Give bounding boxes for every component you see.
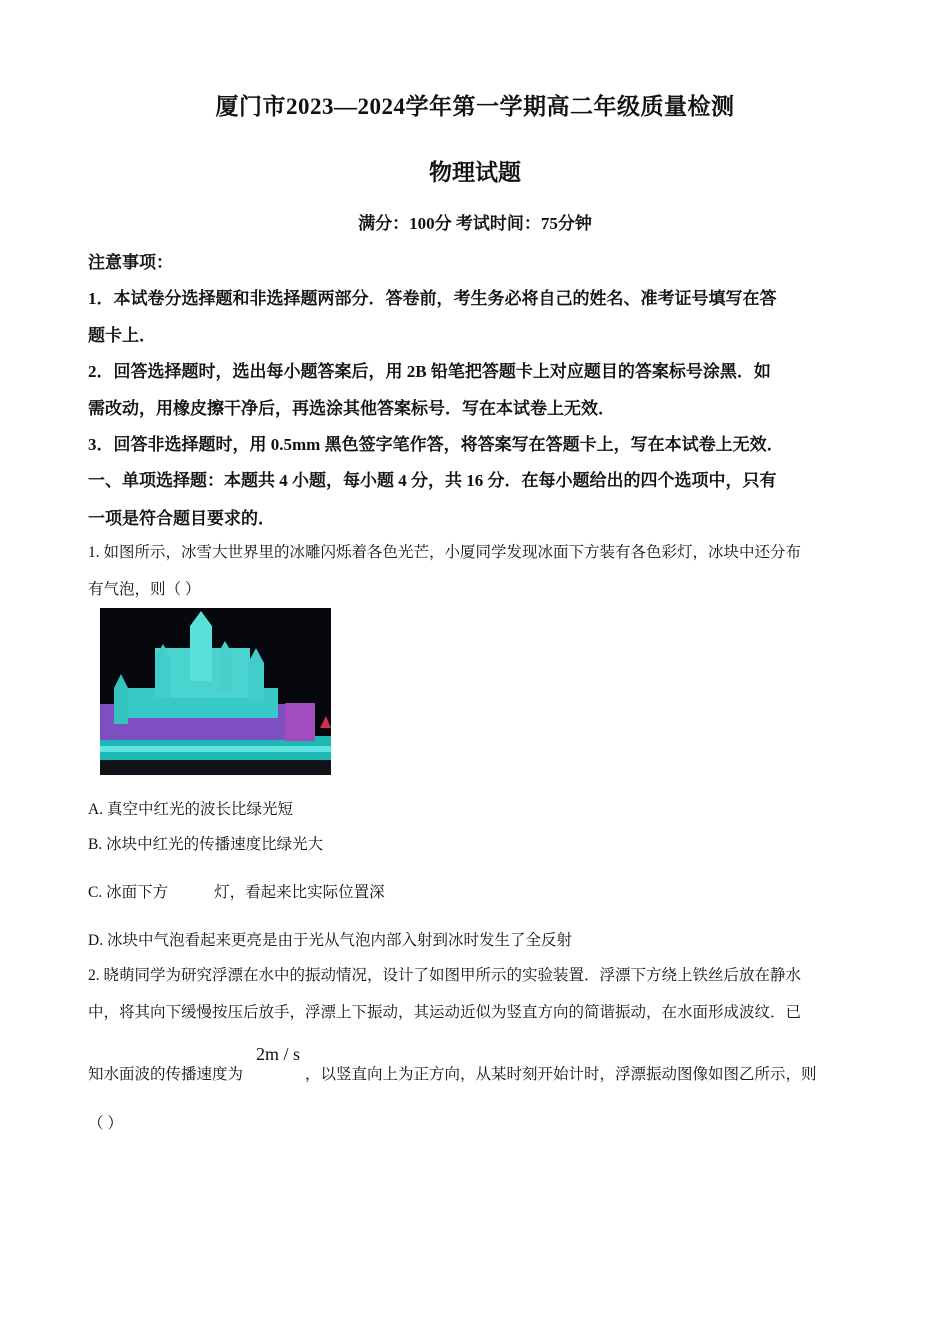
q1-option-c-right: 灯，看起来比实际位置深 [214, 884, 385, 901]
q1-option-d: D. 冰块中气泡看起来更亮是由于光从气泡内部入射到冰时发生了全反射 [88, 932, 572, 949]
q1-option-a: A. 真空中红光的波长比绿光短 [88, 801, 293, 818]
q1-stem-line-2: 有气泡，则（ ） [88, 581, 201, 598]
note-2-line-2: 需改动，用橡皮擦干净后，再选涂其他答案标号．写在本试卷上无效． [88, 399, 615, 418]
notes-heading: 注意事项： [88, 253, 173, 272]
q2-stem-line-3-right: ，以竖直向上为正方向，从某时刻开始计时，浮漂振动图像如图乙所示，则 [305, 1066, 817, 1083]
exam-meta: 满分：100分 考试时间：75分钟 [358, 214, 592, 233]
note-1-line-1: 1．本试卷分选择题和非选择题两部分．答卷前，考生务必将自己的姓名、准考证号填写在答 [88, 289, 777, 308]
exam-title: 厦门市2023—2024学年第一学期高二年级质量检测 [215, 94, 735, 119]
section-1-line-1: 一、单项选择题：本题共 4 小题，每小题 4 分，共 16 分．在每小题给出的四个选项中，只有 [88, 471, 777, 490]
q2-stem-line-2: 中，将其向下缓慢按压后放手，浮漂上下振动，其运动近似为竖直方向的简谐振动，在水面形成波纹．已 [88, 1004, 802, 1021]
q1-option-b: B. 冰块中红光的传播速度比绿光大 [88, 836, 324, 853]
wave-speed-formula: 2m / s [256, 1044, 301, 1064]
ice-castle-photo [100, 608, 331, 775]
section-1-line-2: 一项是符合题目要求的． [88, 509, 275, 528]
note-2-line-1: 2．回答选择题时，选出每小题答案后，用 2B 铅笔把答题卡上对应题目的答案标号涂黑．如 [88, 362, 771, 381]
q2-stem-line-1: 2. 晓萌同学为研究浮漂在水中的振动情况，设计了如图甲所示的实验装置．浮漂下方绕上铁丝后放在静水 [88, 967, 802, 984]
q1-stem-line-1: 1. 如图所示，冰雪大世界里的冰雕闪烁着各色光芒，小厦同学发现冰面下方装有各色彩灯，冰块中还分布 [88, 544, 802, 561]
q1-option-c-left: C. 冰面下方 [88, 884, 169, 901]
q2-answer-bracket: （ ） [88, 1115, 123, 1132]
q1-option-c [88, 880, 863, 902]
note-3: 3．回答非选择题时，用 0.5mm 黑色签字笔作答，将答案写在答题卡上，写在本试卷上无效． [88, 435, 784, 454]
note-1-line-2: 题卡上． [88, 326, 156, 345]
q2-stem-line-3-left: 知水面波的传播速度为 [88, 1066, 244, 1083]
exam-subtitle: 物理试题 [429, 160, 521, 185]
